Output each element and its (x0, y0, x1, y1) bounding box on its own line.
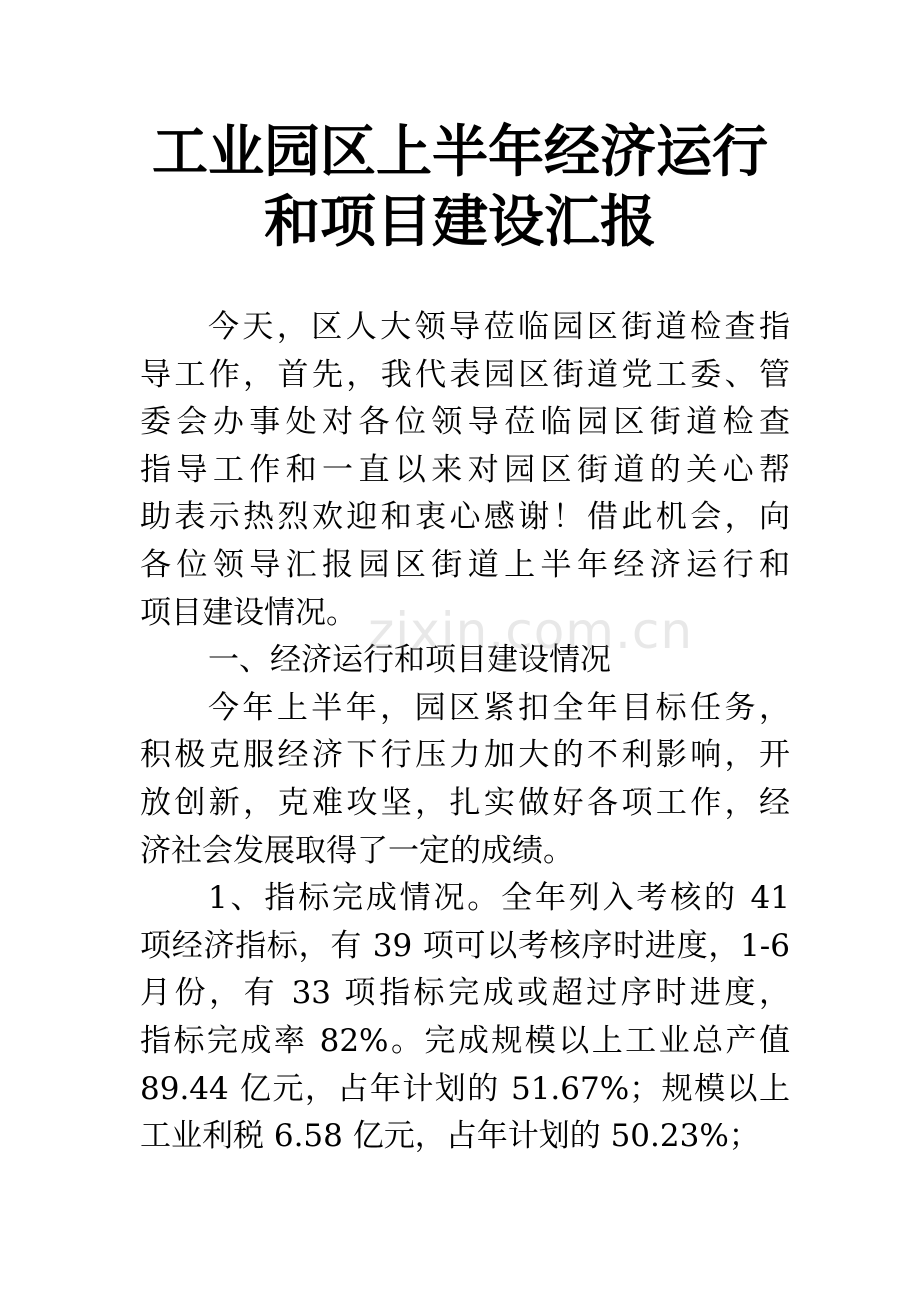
body-text-line: 今年上半年，园区紧扣全年目标任务， (208, 689, 790, 726)
body-text-line: 项目建设情况。 (140, 594, 357, 631)
document-body (140, 304, 790, 1161)
body-text-line: 工业利税 6.58 亿元，占年计划的 50.23%； (140, 1118, 760, 1155)
body-text-line: 1、指标完成情况。全年列入考核的 41 (208, 880, 790, 917)
body-text-line: 助表示热烈欢迎和衷心感谢！借此机会，向 (140, 499, 790, 536)
body-text-line: 89.44 亿元，占年计划的 51.67%；规模以上 (140, 1070, 790, 1107)
body-text-line: 今天，区人大领导莅临园区街道检查指 (208, 309, 790, 345)
body-text-line: 一、经济运行和项目建设情况 (208, 642, 611, 679)
body-text-line: 积极克服经济下行压力加大的不利影响，开 (140, 737, 790, 774)
document-title-line-2: 和项目建设汇报 (264, 190, 656, 255)
document-title-line-1: 工业园区上半年经济运行 (152, 120, 768, 185)
body-text-line: 月份，有 33 项指标完成或超过序时进度， (140, 975, 790, 1012)
body-text-line: 委会办事处对各位领导莅临园区街道检查 (140, 404, 790, 441)
body-text-line: 指导工作和一直以来对园区街道的关心帮 (140, 451, 790, 488)
body-text-line: 指标完成率 82%。完成规模以上工业总产值 (140, 1022, 790, 1059)
body-text-line: 导工作，首先，我代表园区街道党工委、管 (140, 356, 790, 393)
watermark: zixin.com.cn (368, 602, 694, 660)
body-text-line: 各位领导汇报园区街道上半年经济运行和 (140, 546, 790, 583)
body-text-line: 项经济指标，有 39 项可以考核序时进度，1-6 (140, 927, 790, 964)
body-text-line: 济社会发展取得了一定的成绩。 (140, 832, 574, 869)
body-text-line: 放创新，克难攻坚，扎实做好各项工作，经 (140, 784, 790, 821)
